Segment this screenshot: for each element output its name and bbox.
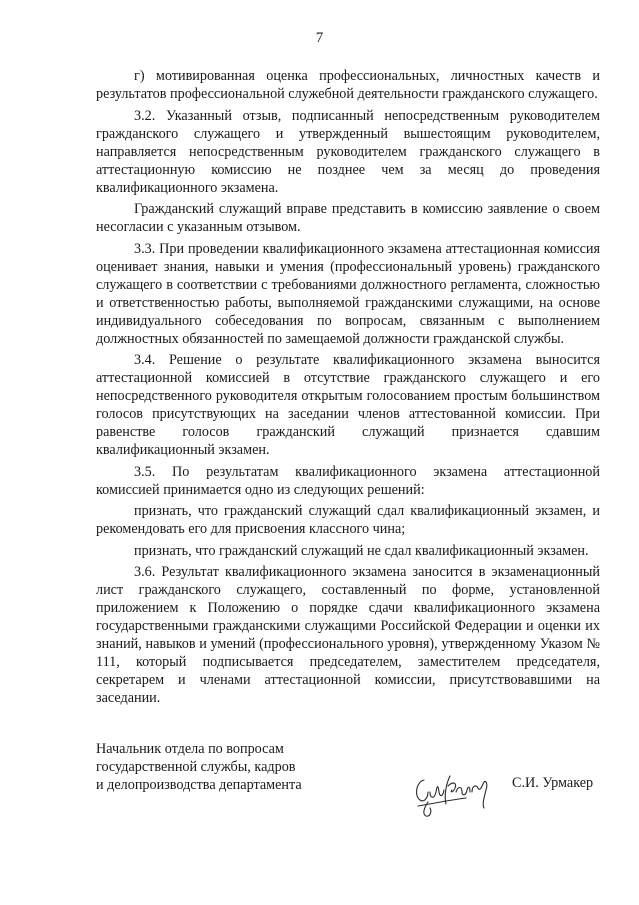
paragraph: 3.3. При проведении квалификационного экзамена аттестационная комиссия оценивает знания, навыки и умения (профессиональный уровень) гражданского служащего в соответствии с требованиями должностного регламента, сложностью и ответственностью работы, выполняемой гражданскими служащими, на основе индивидуального собеседования по вопросам, связанным с выполнением должностных обязанностей по замещаемой должности гражданской службы. (96, 240, 600, 347)
signatory-position (96, 740, 302, 794)
paragraph: признать, что гражданский служащий не сдал квалификационный экзамен. (134, 542, 589, 559)
paragraph: 3.4. Решение о результате квалификационного экзамена выносится аттестационной комиссией в отсутствие гражданского служащего и его непосредственного руководителя открытым голосованием простым большинством голосов присутствующих на заседании членов аттестованной комиссии. При равенстве голосов гражданский служащий признается сдавшим квалификационный экзамен. (96, 352, 600, 458)
signer-name: С.И. Урмакер (512, 775, 594, 791)
paragraph: г) мотивированная оценка профессиональных, личностных качеств и результатов профессиональной служебной деятельности гражданского служащего. (96, 68, 600, 102)
document-body (96, 67, 600, 711)
paragraph: 3.5. По результатам квалификационного экзамена аттестационной комиссией принимается одно из следующих решений: (96, 463, 600, 498)
handwritten-signature (410, 762, 506, 820)
paragraph: 3.2. Указанный отзыв, подписанный непосредственным руководителем гражданского служащего и утвержденный вышестоящим руководителем, направляется непосредственным руководителем гражданского служащего в аттестационную комиссию не позднее чем за месяц до проведения квалификационного экзамена. (96, 107, 600, 196)
position-line: Начальник отдела по вопросам (96, 741, 284, 757)
page-number: 7 (315, 30, 324, 46)
paragraph: Гражданский служащий вправе представить в комиссию заявление о своем несогласии с указанным отзывом. (96, 201, 600, 235)
position-line: и делопроизводства департамента (96, 777, 302, 793)
paragraph: признать, что гражданский служащий сдал квалификационный экзамен, и рекомендовать его для присвоения классного чина; (96, 503, 600, 537)
position-line: государственной службы, кадров (96, 759, 296, 775)
paragraph: 3.6. Результат квалификационного экзамена заносится в экзаменационный лист гражданского служащего, составленный по форме, установленной приложением к Положению о порядке сдачи квалификационного экзамена государственными гражданскими служащими Российской Федерации и оценки их знаний, навыков и умений (профессионального уровня), утвержденному Указом № 111, который подписывается председателем, заместителем председателя, секретарем и членами аттестационной комиссии, присутствовавшими на заседании. (96, 564, 600, 706)
